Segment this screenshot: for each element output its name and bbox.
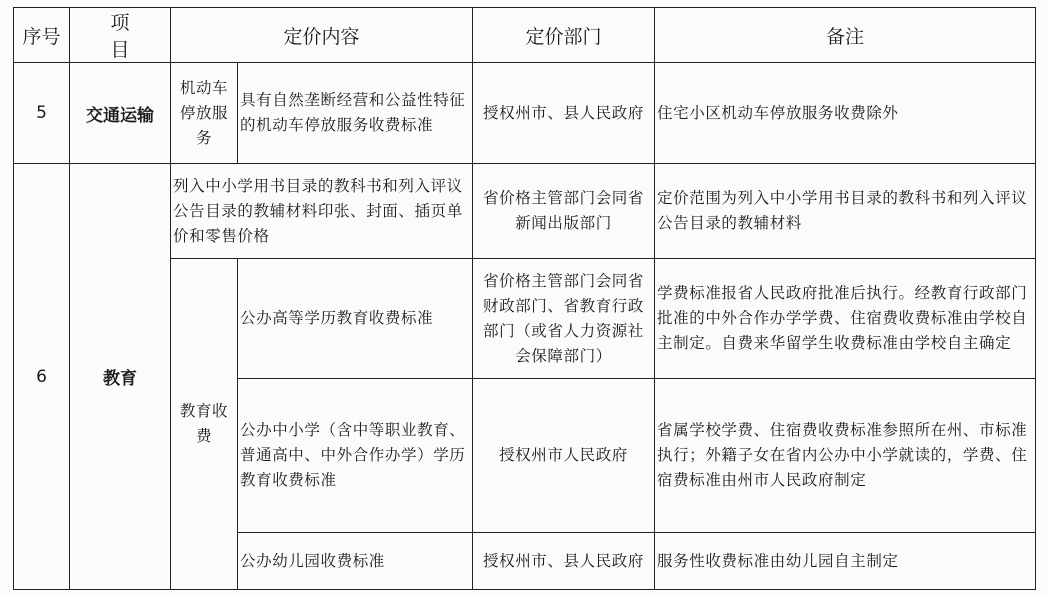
content-cell: 具有自然垄断经营和公益性特征的机动车停放服务收费标准 <box>238 63 473 164</box>
department-cell: 授权州市人民政府 <box>473 379 655 533</box>
remarks-cell: 学费标准报省人民政府批准后执行。经教育行政部门批准的中外合作办学学费、住宿费收费标准由学校自主制定。自费来华留学生收费标准由学校自主确定 <box>655 259 1036 379</box>
content-cell: 公办幼儿园收费标准 <box>238 533 473 590</box>
remarks-cell: 省属学校学费、住宿费收费标准参照所在州、市标准执行；外籍子女在省内公办中小学就读的，学费、住宿费标准由州市人民政府制定 <box>655 379 1036 533</box>
remarks-cell: 服务性收费标准由幼儿园自主制定 <box>655 533 1036 590</box>
table-row <box>14 63 1036 164</box>
department-cell: 省价格主管部门会同省财政部门、省教育行政部门（或省人力资源社会保障部门） <box>473 259 655 379</box>
category-cell: 教育 <box>70 164 171 590</box>
content-cell: 公办中小学（含中等职业教育、普通高中、中外合作办学）学历教育收费标准 <box>238 379 473 533</box>
remarks-cell: 定价范围为列入中小学用书目录的教科书和列入评议公告目录的教辅材料 <box>655 164 1036 259</box>
seq-cell: 6 <box>14 164 70 590</box>
category-cell: 交通运输 <box>70 63 171 164</box>
header-department: 定价部门 <box>473 8 655 63</box>
header-remarks: 备注 <box>655 8 1036 63</box>
department-cell: 授权州市、县人民政府 <box>473 63 655 164</box>
remarks-cell: 住宅小区机动车停放服务收费除外 <box>655 63 1036 164</box>
department-cell: 授权州市、县人民政府 <box>473 533 655 590</box>
pricing-table <box>13 7 1036 590</box>
department-cell: 省价格主管部门会同省新闻出版部门 <box>473 164 655 259</box>
header-content: 定价内容 <box>171 8 473 63</box>
subcategory-cell: 机动车停放服务 <box>171 63 238 164</box>
header-item: 项 目 <box>70 8 171 63</box>
table-row <box>14 164 1036 259</box>
header-row <box>14 8 1036 63</box>
subcategory-cell: 教育收费 <box>171 259 238 590</box>
content-cell: 列入中小学用书目录的教科书和列入评议公告目录的教辅材料印张、封面、插页单价和零售价格 <box>171 164 473 259</box>
content-cell: 公办高等学历教育收费标准 <box>238 259 473 379</box>
seq-cell: 5 <box>14 63 70 164</box>
header-seq: 序号 <box>14 8 70 63</box>
